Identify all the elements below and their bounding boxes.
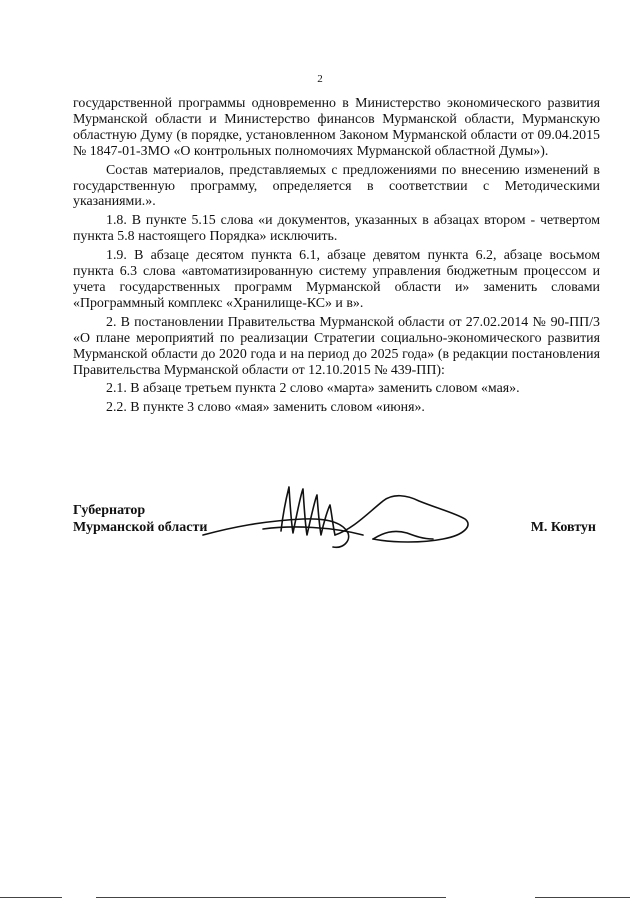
paragraph-1-9: 1.9. В абзаце десятом пункта 6.1, абзаце девятом пункта 6.2, абзаце восьмом пункта 6.3 слова «автоматизированную систему управления бюджетным процессом и учета государственных программ Мурманской области и» заменить словами «Программный комплекс «Хранилище-КС» и в».: [73, 248, 600, 311]
page-number: 2: [317, 73, 323, 85]
paragraph-continuation: государственной программы одновременно в Министерство экономического развития Мурманской области и Министерство финансов Мурманской области, Мурманскую областную Думу (в порядке, установленном Законом Мурманской области от 09.04.2015 № 1847-01-ЗМО «О контрольных полномочиях Мурманской областной Думы»).: [73, 96, 600, 159]
signatory-title: [73, 502, 207, 536]
signatory-name: М. Ковтун: [530, 520, 596, 535]
bottom-border-middle: [96, 897, 446, 898]
paragraph-2-2: 2.2. В пункте 3 слово «мая» заменить словом «июня».: [106, 400, 425, 416]
paragraph-1-8: 1.8. В пункте 5.15 слова «и документов, указанных в абзацах втором - четвертом пункта 5.8 настоящего Порядка» исключить.: [73, 213, 600, 245]
signature-block: [73, 483, 600, 563]
paragraph-2: 2. В постановлении Правительства Мурманской области от 27.02.2014 № 90-ПП/3 «О плане мероприятий по реализации Стратегии социально-экономического развития Мурманской области до 2020 года и на период до 2025 года» (в редакции постановления Правительства Мурманской области от 12.10.2015 № 439-ПП):: [73, 314, 600, 378]
paragraph-materials: Состав материалов, представляемых с предложениями по внесению изменений в государственную программу, определяется в соответствии с Методическими указаниями.».: [73, 162, 600, 210]
signatory-title-line1: Губернатор: [73, 503, 146, 518]
document-body: [73, 96, 600, 419]
handwritten-signature: [193, 483, 523, 561]
paragraph-2-1: 2.1. В абзаце третьем пункта 2 слово «марта» заменить словом «мая».: [106, 381, 520, 397]
bottom-border-left: [0, 897, 62, 898]
signatory-title-line2: Мурманской области: [73, 520, 208, 535]
bottom-border-right: [535, 897, 630, 898]
